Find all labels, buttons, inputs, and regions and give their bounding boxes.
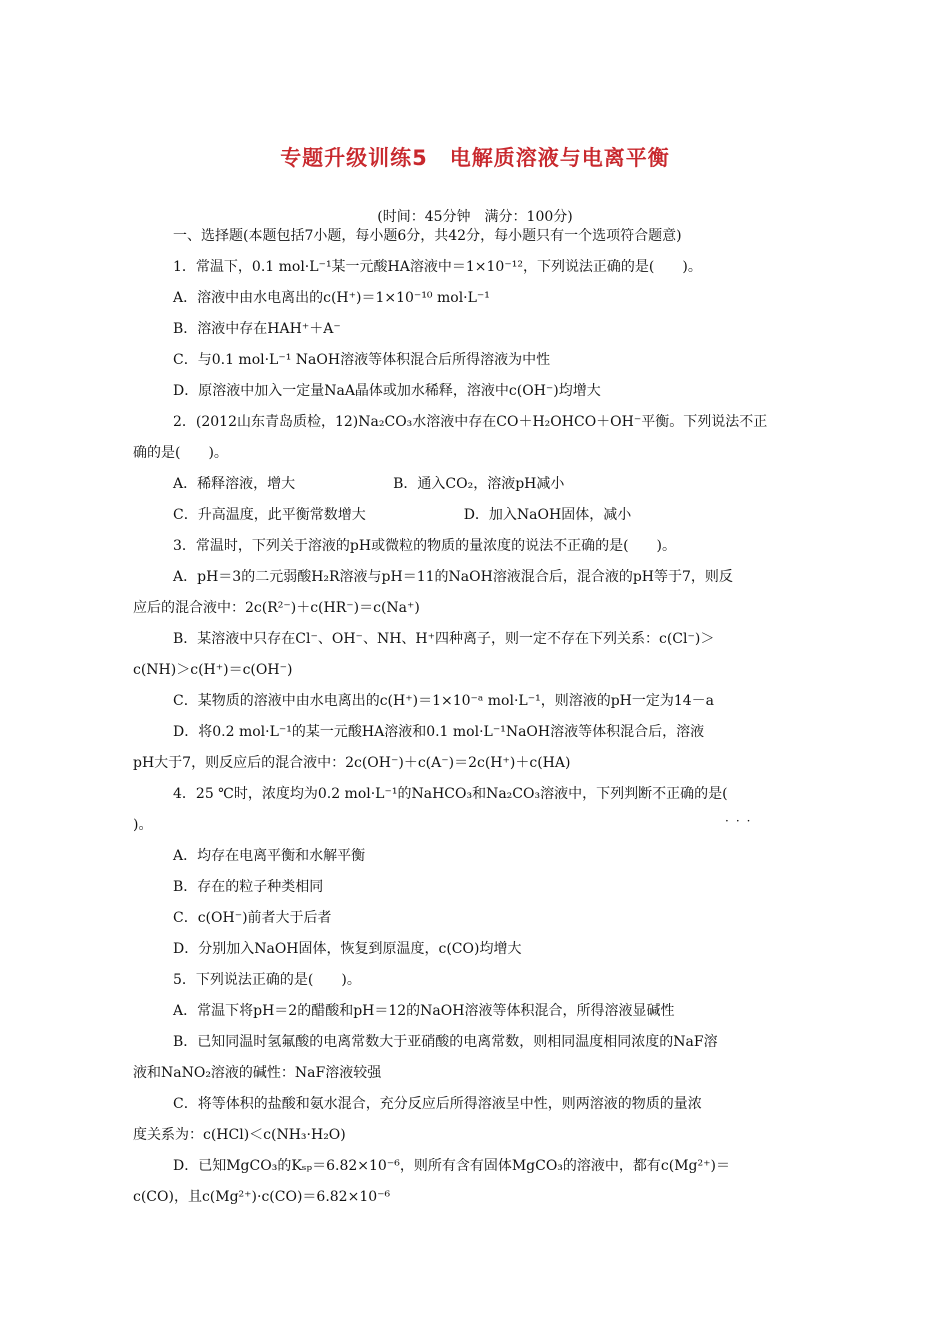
text-line: A．常温下将pH＝2的醋酸和pH＝12的NaOH溶液等体积混合，所得溶液显碱性 — [173, 1003, 675, 1019]
time-info: (时间：45分钟 满分：100分) — [377, 209, 573, 225]
text-line: C．某物质的溶液中由水电离出的c(H⁺)＝1×10⁻ᵃ mol·L⁻¹，则溶液的pH一定为14－a — [173, 693, 715, 709]
text-line: D．原溶液中加入一定量NaA晶体或加水稀释，溶液中c(OH⁻)均增大 — [173, 383, 601, 399]
text-line: D．分别加入NaOH固体，恢复到原温度，c(CO)均增大 — [173, 941, 522, 957]
text-line: c(NH)＞c(H⁺)＝c(OH⁻) — [133, 662, 293, 678]
text-line: 确的是( )。 — [133, 445, 228, 461]
text-line: D．已知MgCO₃的Kₛₚ＝6.82×10⁻⁶，则所有含有固体MgCO₃的溶液中，都有c(Mg²⁺)＝ — [173, 1158, 730, 1174]
text-line: A．稀释溶液，增大 B．通入CO₂，溶液pH减小 — [173, 476, 565, 492]
text-line: pH大于7，则反应后的混合液中：2c(OH⁻)＋c(A⁻)＝2c(H⁺)＋c(HA) — [133, 755, 571, 771]
text-line: C．与0.1 mol·L⁻¹ NaOH溶液等体积混合后所得溶液为中性 — [173, 352, 551, 368]
text-line: 1．常温下，0.1 mol·L⁻¹某一元酸HA溶液中＝1×10⁻¹²，下列说法正确的是( )。 — [173, 259, 702, 275]
text-line: B．溶液中存在HAH⁺＋A⁻ — [173, 321, 341, 337]
text-line: C．升高温度，此平衡常数增大 D．加入NaOH固体，减小 — [173, 507, 632, 523]
text-line: 5．下列说法正确的是( )。 — [173, 972, 361, 988]
text-line: A．pH＝3的二元弱酸H₂R溶液与pH＝11的NaOH溶液混合后，混合液的pH等于7，则反 — [173, 569, 733, 585]
text-line: A．溶液中由水电离出的c(H⁺)＝1×10⁻¹⁰ mol·L⁻¹ — [173, 290, 490, 306]
text-line: 液和NaNO₂溶液的碱性：NaF溶液较强 — [133, 1065, 382, 1081]
text-line: B．某溶液中只存在Cl⁻、OH⁻、NH、H⁺四种离子，则一定不存在下列关系：c(Cl⁻)＞ — [173, 631, 715, 647]
text-line: B．已知同温时氢氟酸的电离常数大于亚硝酸的电离常数，则相同温度相同浓度的NaF溶 — [173, 1034, 718, 1050]
text-line: C．将等体积的盐酸和氨水混合，充分反应后所得溶液呈中性，则两溶液的物质的量浓 — [173, 1096, 702, 1112]
text-line: B．存在的粒子种类相同 — [173, 879, 324, 895]
text-line: )。 — [133, 817, 153, 833]
text-line: c(CO)，且c(Mg²⁺)·c(CO)＝6.82×10⁻⁶ — [133, 1189, 391, 1205]
section-header: 一、选择题(本题包括7小题，每小题6分，共42分，每小题只有一个选项符合题意) — [173, 228, 682, 244]
emphasis-dots: ··· — [725, 814, 758, 828]
text-line: 2．(2012山东青岛质检，12)Na₂CO₃水溶液中存在CO＋H₂OHCO＋OH⁻平衡。下列说法不正 — [173, 414, 768, 430]
text-line: D．将0.2 mol·L⁻¹的某一元酸HA溶液和0.1 mol·L⁻¹NaOH溶液等体积混合后，溶液 — [173, 724, 705, 740]
text-line: 3．常温时，下列关于溶液的pH或微粒的物质的量浓度的说法不正确的是( )。 — [173, 538, 676, 554]
text-line: 应后的混合液中：2c(R²⁻)＋c(HR⁻)＝c(Na⁺) — [133, 600, 420, 616]
text-line: C．c(OH⁻)前者大于后者 — [173, 910, 332, 926]
text-line: 度关系为：c(HCl)＜c(NH₃·H₂O) — [133, 1127, 346, 1143]
text-line: 4．25 ℃时，浓度均为0.2 mol·L⁻¹的NaHCO₃和Na₂CO₃溶液中，下列判断不正确的是( — [173, 786, 728, 802]
page-title: 专题升级训练5 电解质溶液与电离平衡 — [280, 146, 670, 170]
text-line: A．均存在电离平衡和水解平衡 — [173, 848, 366, 864]
